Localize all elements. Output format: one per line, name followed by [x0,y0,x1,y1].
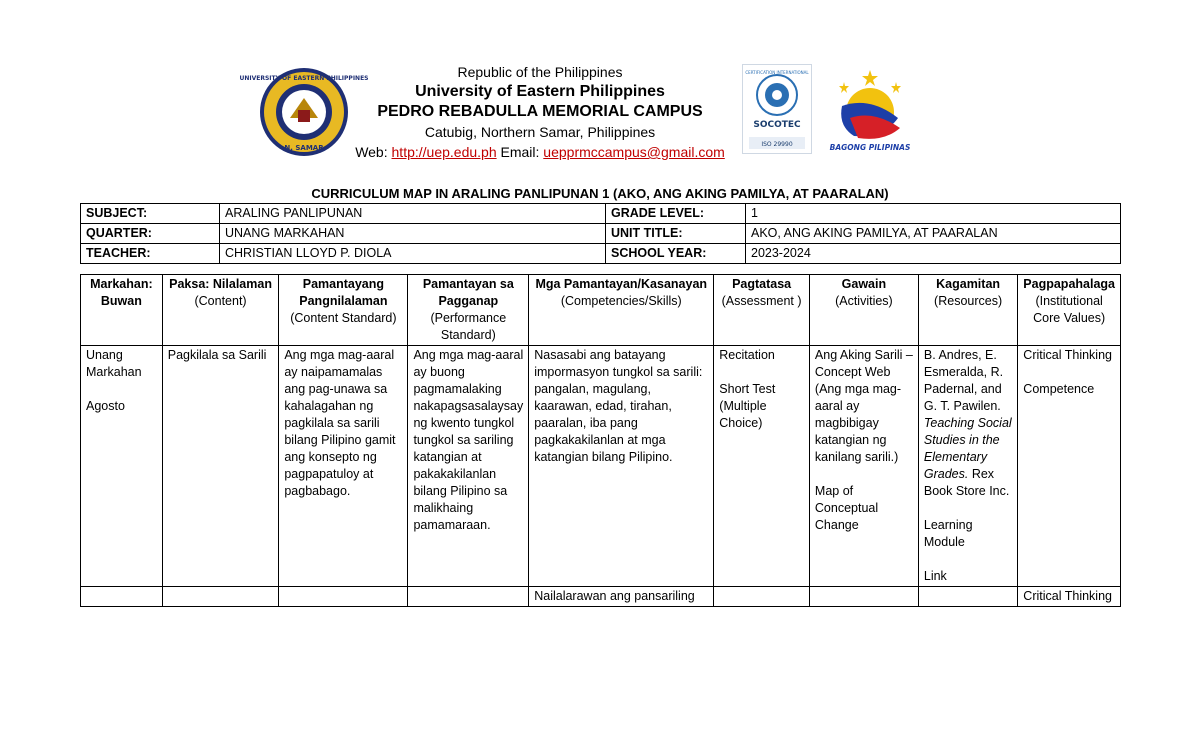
curriculum-map-table [80,274,1121,607]
cell-content-standard: Ang mga mag-aaral ay naipamamalas ang pag-unawa sa kahalagahan ng pagkilala sa sarili bilang Pilipino gamit ang konsepto ng pagpapatuloy at pagbabago. [279,346,408,587]
contact-line [340,142,740,162]
table-row [81,346,1121,587]
cell-empty [279,587,408,607]
teacher-value: CHRISTIAN LLOYD P. DIOLA [220,244,606,264]
subject-value: ARALING PANLIPUNAN [220,204,606,224]
col-core-values: Pagpapahalaga (Institutional Core Values) [1018,275,1121,346]
cell-resources: B. Andres, E. Esmeralda, R. Padernal, and G. T. Pawilen. Teaching Social Studies in the Elementary Grades. Rex Book Store Inc. Learning Module Link [918,346,1017,587]
web-link[interactable]: http://uep.edu.ph [391,144,497,160]
socotec-logo [742,64,812,154]
university-name: University of Eastern Philippines [415,83,665,100]
grade-value: 1 [746,204,1121,224]
socotec-name: SOCOTEC [753,120,801,130]
unit-label: UNIT TITLE: [606,224,746,244]
campus-name: PEDRO REBADULLA MEMORIAL CAMPUS [377,103,703,120]
teacher-label: TEACHER: [81,244,220,264]
cell-assessment: Recitation Short Test (Multiple Choice) [714,346,810,587]
info-row [81,204,1121,224]
year-value: 2023-2024 [746,244,1121,264]
cell-empty [714,587,810,607]
bagong-pilipinas-logo [824,66,916,154]
col-performance-standard: Pamantayan sa Pagganap (Performance Standard) [408,275,529,346]
letterhead [340,62,740,162]
cell-empty [918,587,1017,607]
cell-competency: Nailalarawan ang pansariling [529,587,714,607]
col-content-standard: Pamantayang Pangnilalaman (Content Standard) [279,275,408,346]
republic-line: Republic of the Philippines [457,64,623,80]
socotec-ring-text: CERTIFICATION INTERNATIONAL [745,70,809,75]
cell-empty [408,587,529,607]
seal-bottom-text: N. SAMAR [284,144,324,152]
cell-activities: Ang Aking Sarili – Concept Web (Ang mga mag-aaral ay magbibigay katangian ng kanilang sarili.) Map of Conceptual Change [809,346,918,587]
socotec-iso: ISO 29990 [761,141,793,148]
cell-empty [162,587,279,607]
cell-competency: Nasasabi ang batayang impormasyon tungkol sa sarili: pangalan, magulang, kaarawan, edad, tirahan, paaralan, iba pang pagkakakilanlan at mga katangian bilang Pilipino. [529,346,714,587]
table-row [81,587,1121,607]
seal-top-text: UNIVERSITY OF EASTERN PHILIPPINES [239,75,369,82]
cell-core-values: Critical Thinking [1018,587,1121,607]
grade-label: GRADE LEVEL: [606,204,746,224]
col-paksa: Paksa: Nilalaman (Content) [162,275,279,346]
quarter-label: QUARTER: [81,224,220,244]
col-activities: Gawain (Activities) [809,275,918,346]
col-resources: Kagamitan (Resources) [918,275,1017,346]
bagong-pilipinas-text: BAGONG PILIPINAS [829,143,911,152]
subject-label: SUBJECT: [81,204,220,224]
info-row [81,244,1121,264]
document-title: CURRICULUM MAP IN ARALING PANLIPUNAN 1 (AKO, ANG AKING PAMILYA, AT PAARALAN) [311,186,889,201]
unit-value: AKO, ANG AKING PAMILYA, AT PAARALAN [746,224,1121,244]
cell-markahan: Unang Markahan Agosto [81,346,163,587]
col-assessment: Pagtatasa (Assessment ) [714,275,810,346]
cell-empty [81,587,163,607]
cell-performance-standard: Ang mga mag-aaral ay buong pagmamalaking nakapagsasalaysay ng kwento tungkol tungkol sa sariling katangian at pakakakilanlan bilang Pilipino sa malikhaing pamamaraan. [408,346,529,587]
cell-core-values: Critical Thinking Competence [1018,346,1121,587]
email-link[interactable]: uepprmccampus@gmail.com [543,144,725,160]
quarter-value: UNANG MARKAHAN [220,224,606,244]
header-row [81,275,1121,346]
campus-location: Catubig, Northern Samar, Philippines [424,124,656,140]
col-competencies: Mga Pamantayan/Kasanayan (Competencies/Skills) [529,275,714,346]
cell-empty [809,587,918,607]
cell-paksa: Pagkilala sa Sarili [162,346,279,587]
col-markahan: Markahan: Buwan [81,275,163,346]
year-label: SCHOOL YEAR: [606,244,746,264]
web-label: Web: [355,144,388,160]
email-label: Email: [500,144,540,160]
info-table [80,203,1121,264]
info-row [81,224,1121,244]
